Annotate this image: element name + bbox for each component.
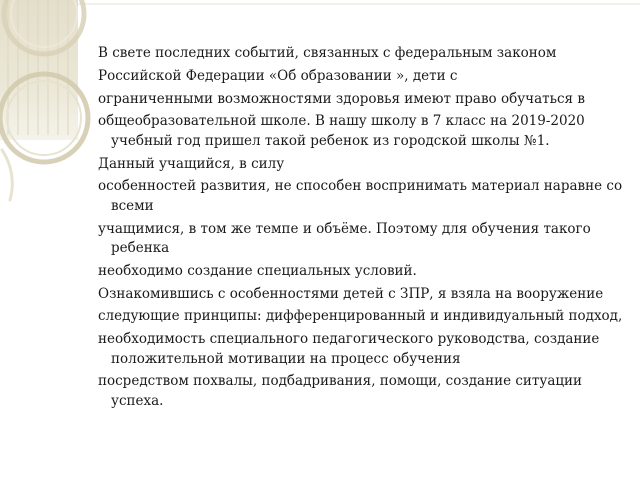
- paragraph-12: посредством похвалы, подбадривания, помощи, создание ситуации успеха.: [98, 373, 583, 409]
- paragraph-4: общеобразовательной школе. В нашу школу в 7 класс на 2019-2020 учебный год пришел такой ребенок из городской школы №1.: [98, 113, 585, 149]
- decorative-arc-lower: [2, 150, 12, 200]
- paragraph-1: В свете последних событий, связанных с федеральным законом: [98, 45, 557, 61]
- paragraph-3: ограниченными возможностями здоровья имеют право обучаться в: [98, 90, 585, 107]
- decorative-corner-band: [0, 0, 78, 140]
- paragraph-2: Российской Федерации «Об образовании », дети с: [98, 67, 458, 84]
- paragraph-8: необходимо создание специальных условий.: [98, 262, 417, 279]
- paragraph-6: особенностей развития, не способен воспринимать материал наравне со всеми: [98, 178, 623, 214]
- paragraph-10: следующие принципы: дифференцированный и индивидуальный подход,: [98, 308, 623, 325]
- paragraph-7: учащимися, в том же темпе и объёме. Поэтому для обучения такого ребенка: [98, 220, 591, 256]
- paragraph-9: Ознакомившись с особенностями детей с ЗПР, я взяла на вооружение: [98, 285, 604, 302]
- paragraph-5: Данный учащийся, в силу: [98, 155, 285, 172]
- document-body: [98, 44, 630, 415]
- paragraph-11: необходимость специального педагогического руководства, создание положительной мотивации на процесс обучения: [98, 331, 600, 367]
